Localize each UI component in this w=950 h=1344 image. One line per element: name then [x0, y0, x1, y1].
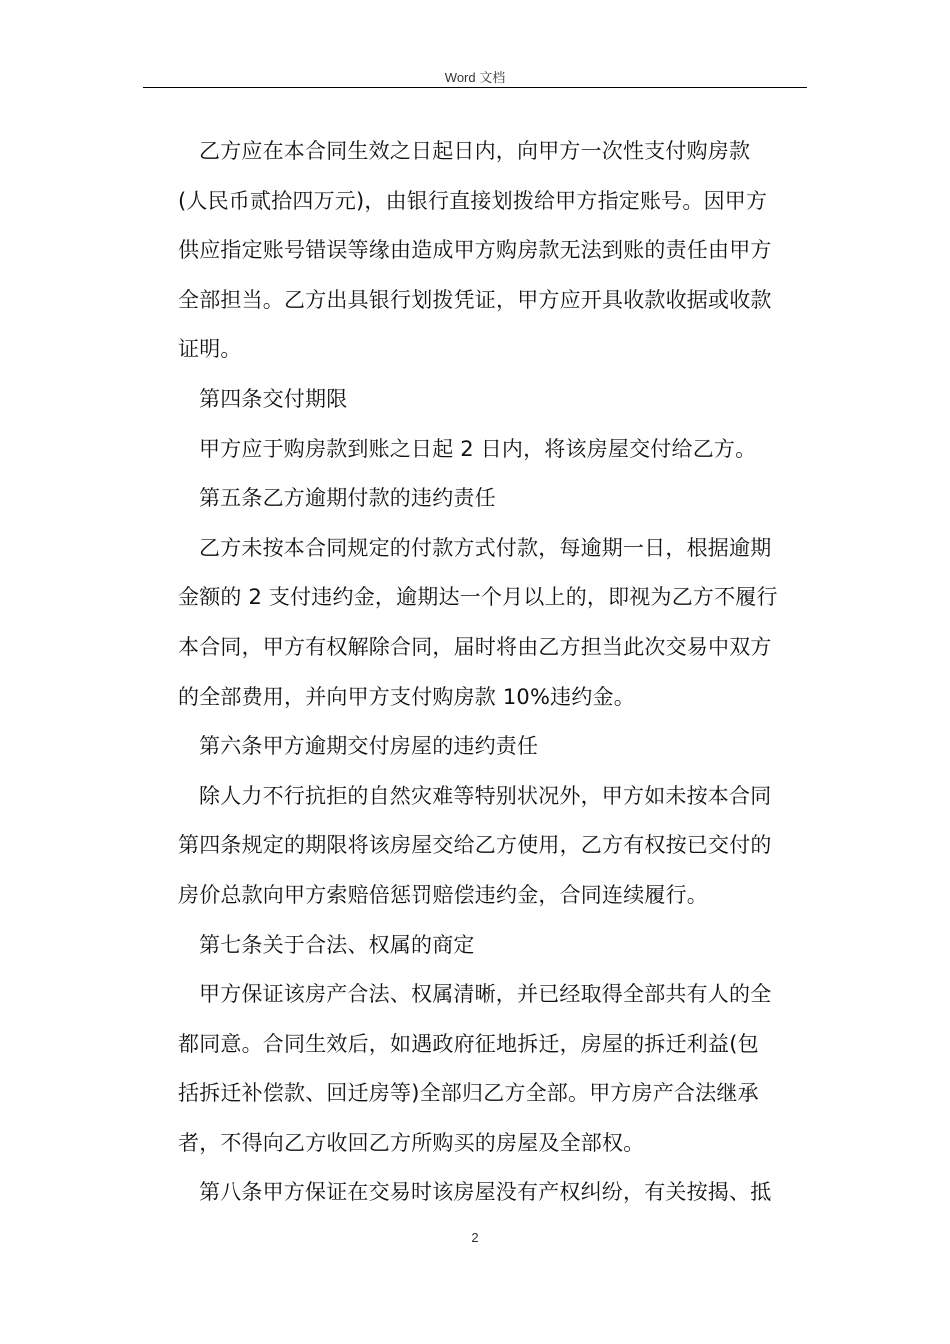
text-line: 第八条甲方保证在交易时该房屋没有产权纠纷，有关按揭、抵	[199, 1180, 772, 1205]
paragraph-ownership	[178, 970, 808, 1168]
article-heading	[178, 722, 808, 772]
text-line: 括拆迁补偿款、回迁房等)全部归乙方全部。甲方房产合法继承	[178, 1081, 759, 1106]
paragraph-buyer-default	[178, 524, 808, 722]
article-heading	[178, 474, 808, 524]
paragraph-seller-default	[178, 772, 808, 921]
text-line: 全部担当。乙方出具银行划拨凭证，甲方应开具收款收据或收款	[178, 287, 772, 312]
text-line: 第四条交付期限	[199, 386, 348, 411]
text-line: (人民币贰拾四万元)，由银行直接划拨给甲方指定账号。因甲方	[178, 188, 768, 213]
paragraph-payment	[178, 127, 808, 375]
text-line: 都同意。合同生效后，如遇政府征地拆迁，房屋的拆迁利益(包	[178, 1031, 759, 1056]
header-divider	[143, 87, 807, 88]
text-line: 第五条乙方逾期付款的违约责任	[199, 486, 496, 511]
document-body	[178, 127, 808, 1218]
text-line: 金额的 2 支付违约金，逾期达一个月以上的，即视为乙方不履行	[178, 585, 778, 610]
text-line: 的全部费用，并向甲方支付购房款 10%违约金。	[178, 684, 635, 709]
text-line: 乙方应在本合同生效之日起日内，向甲方一次性支付购房款	[199, 139, 751, 163]
text-line: 供应指定账号错误等缘由造成甲方购房款无法到账的责任由甲方	[178, 238, 772, 263]
text-line: 第七条关于合法、权属的商定	[199, 932, 475, 957]
article-heading	[178, 1168, 808, 1218]
text-line: 乙方未按本合同规定的付款方式付款，每逾期一日，根据逾期	[199, 535, 772, 560]
text-line: 房价总款向甲方索赔倍惩罚赔偿违约金，合同连续履行。	[178, 882, 708, 907]
text-line: 第六条甲方逾期交付房屋的违约责任	[199, 734, 539, 759]
page-number: 2	[471, 1230, 479, 1245]
article-heading	[178, 921, 808, 971]
text-line: 除人力不行抗拒的自然灾难等特别状况外，甲方如未按本合同	[199, 783, 772, 808]
text-line: 证明。	[178, 337, 242, 362]
text-line: 本合同，甲方有权解除合同，届时将由乙方担当此次交易中双方	[178, 634, 772, 659]
text-line: 者，不得向乙方收回乙方所购买的房屋及全部权。	[178, 1130, 645, 1155]
text-line: 第四条规定的期限将该房屋交给乙方使用，乙方有权按已交付的	[178, 833, 772, 858]
header-title: Word 文档	[444, 70, 506, 85]
text-line: 甲方应于购房款到账之日起 2 日内，将该房屋交付给乙方。	[199, 436, 757, 461]
article-heading	[178, 375, 808, 425]
text-line: 甲方保证该房产合法、权属清晰，并已经取得全部共有人的全	[199, 982, 772, 1007]
paragraph-delivery	[178, 425, 808, 475]
